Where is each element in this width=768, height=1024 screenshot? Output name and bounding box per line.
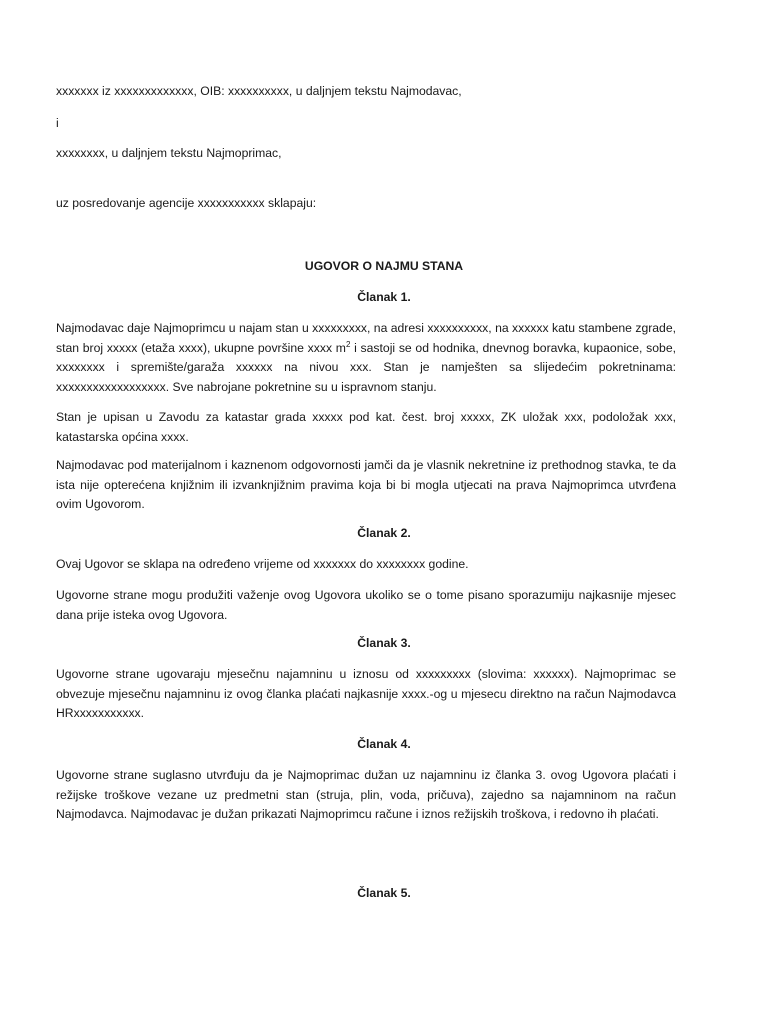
article-1-paragraph-3: Najmodavac pod materijalnom i kaznenom odgovornosti jamči da je vlasnik nekretnine iz prethodnog stavka, te da ista nije opterećena knjižnim ili izvanknjižnim pravima koja bi bi mogla utjecati na prava Najmoprimca utvrđena ovim Ugovorom. <box>56 458 676 512</box>
agency-line: uz posredovanje agencije xxxxxxxxxxx sklapaju: <box>56 196 317 210</box>
article-4-paragraph-1: Ugovorne strane suglasno utvrđuju da je Najmoprimac dužan uz najamninu iz članka 3. ovog Ugovora plaćati i režijske troškove vezane uz predmetni stan (struja, plin, voda, pričuva), zajedno sa najamninom na račun Najmodavca. Najmodavac je dužan prikazati Najmoprimcu račune i iznos režijskih troškova, i redovno ih plaćati. <box>56 768 676 822</box>
article-1-paragraph-2: Stan je upisan u Zavodu za katastar grada xxxxx pod kat. čest. broj xxxxx, ZK uložak xxx, podoložak xxx, katastarska općina xxxx. <box>56 410 676 444</box>
article-1-paragraph-1-text: Najmodavac daje Najmoprimcu u najam stan u xxxxxxxxx, na adresi xxxxxxxxxx, na xxxxxx katu stambene zgrade, stan broj xxxxx (etaža xxxx), ukupne površine xxxx m <box>56 321 676 355</box>
document-title: UGOVOR O NAJMU STANA <box>304 259 464 273</box>
article-3-heading: Članak 3. <box>357 636 411 650</box>
article-5-heading: Članak 5. <box>357 886 411 900</box>
party-lessor-line: xxxxxxx iz xxxxxxxxxxxxx, OIB: xxxxxxxxxx, u daljnjem tekstu Najmodavac, <box>56 84 462 98</box>
article-3-paragraph-1: Ugovorne strane ugovaraju mjesečnu najamninu u iznosu od xxxxxxxxx (slovima: xxxxxx). Najmoprimac se obvezuje mjesečnu najamninu iz ovog članka plaćati najkasnije xxxx.-og u mjesecu direktno na račun Najmodavca HRxxxxxxxxxxx. <box>56 667 676 721</box>
article-2-paragraph-2: Ugovorne strane mogu produžiti važenje ovog Ugovora ukoliko se o tome pisano sporazumiju najkasnije mjesec dana prije isteka ovog Ugovora. <box>56 588 676 622</box>
article-1-paragraph-1 <box>56 319 676 398</box>
superscript: 2 <box>345 339 351 349</box>
article-2-heading: Članak 2. <box>357 526 411 540</box>
article-2-paragraph-1: Ovaj Ugovor se sklapa na određeno vrijeme od xxxxxxx do xxxxxxxx godine. <box>56 557 469 571</box>
party-lessee-line: xxxxxxxx, u daljnjem tekstu Najmoprimac, <box>56 146 282 160</box>
article-1-heading: Članak 1. <box>357 290 411 304</box>
article-4-heading: Članak 4. <box>357 737 411 751</box>
conjunction-line: i <box>56 116 59 130</box>
article-1-paragraph-1-rest: i sastoji se od hodnika, dnevnog boravka, kupaonice, sobe, xxxxxxxx i spremište/garaža xxxxxx na nivou xxx. Stan je namješten sa slijedećim pokretninama: xxxxxxxxxxxxxxxxxx. Sve nabrojane pokretnine su u ispravnom stanju. <box>56 340 676 395</box>
